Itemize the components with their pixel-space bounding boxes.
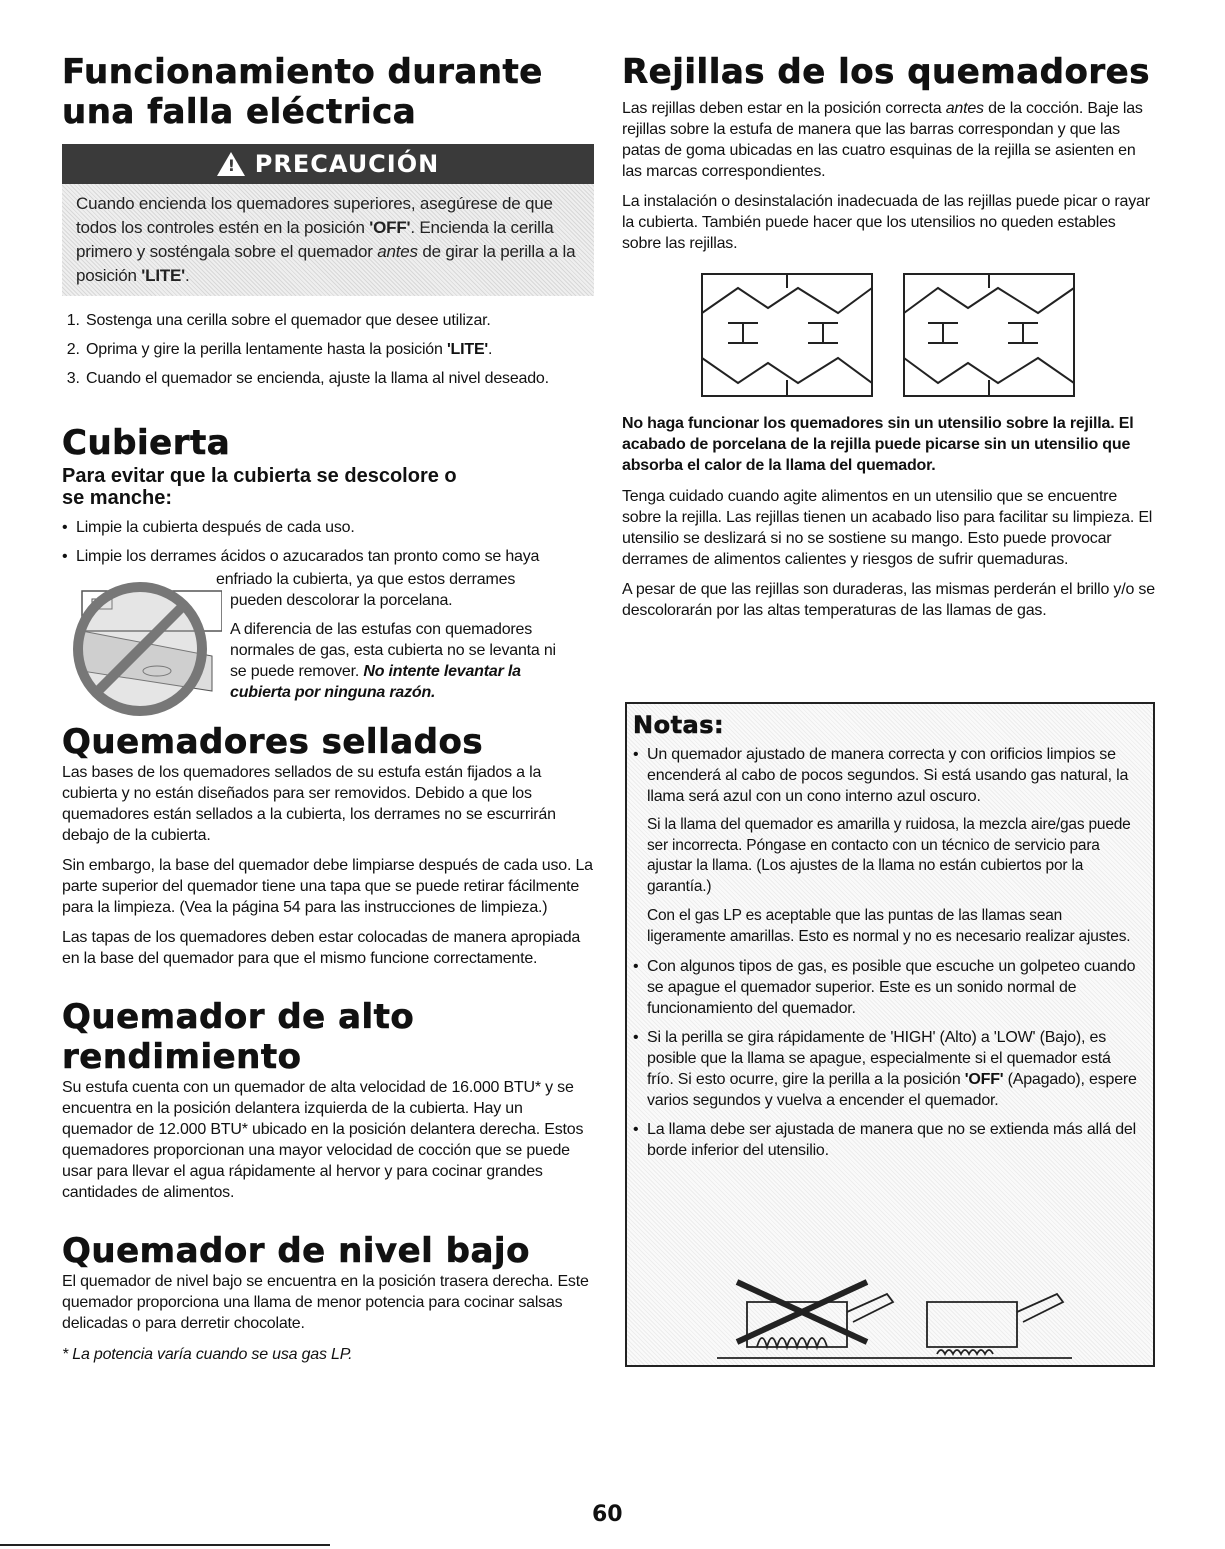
title-line-1: Funcionamiento durante	[62, 52, 543, 92]
grates-antes: antes	[945, 100, 984, 117]
section-title-sealed: Quemadores sellados	[62, 722, 484, 762]
wrap-line: enfriado la cubierta, ya que estos derrames	[216, 571, 516, 588]
warning-triangle-icon	[217, 152, 245, 176]
notes-list-2	[633, 956, 1139, 1161]
wrap-emphasis: cubierta por ninguna razón.	[230, 684, 436, 701]
no-lift-cooktop-icon	[62, 571, 222, 721]
notes-box	[625, 702, 1155, 1367]
low-level-paragraph: El quemador de nivel bajo se encuentra en la posición trasera derecha. Este quemador proporciona una llama de menor potencia para cocinar salsas delicadas o para derretir chocolate.	[62, 1273, 589, 1332]
page-number: 60	[592, 1502, 623, 1527]
wrap-line: pueden descolorar la porcelana.	[230, 592, 453, 609]
bottom-rule	[0, 1544, 330, 1546]
note-item	[633, 1027, 1139, 1111]
note-item	[633, 744, 1139, 807]
cubierta-bullets	[62, 517, 597, 567]
section-title-cubierta: Cubierta	[62, 423, 231, 463]
caution-lite: 'LITE'	[141, 266, 186, 285]
grates-illustration-icon	[698, 268, 1078, 403]
subtitle-line: Para evitar que la cubierta se descolore o	[62, 465, 457, 487]
bullet-item	[62, 517, 597, 538]
notes-title: Notas:	[633, 711, 725, 739]
step-text: .	[488, 341, 493, 358]
cubierta-illustration-block	[62, 569, 597, 714]
notes-list	[633, 744, 1139, 807]
wrap-line: A diferencia de las estufas con quemadores	[230, 621, 533, 638]
step-item	[84, 310, 597, 331]
caution-off: 'OFF'	[369, 218, 411, 237]
step-item	[84, 368, 597, 389]
caution-antes: antes	[377, 242, 418, 261]
step-text: Oprima y gire la perilla lentamente hasta la posición	[86, 341, 447, 358]
grates-paragraph-1	[622, 98, 1157, 182]
sealed-paragraph-3: Las tapas de los quemadores deben estar colocadas de manera apropiada en la base del quemador para que el mismo funcione correctamente.	[62, 929, 581, 967]
caution-text	[62, 184, 594, 296]
caution-text-part: .	[185, 266, 190, 285]
note-text: Si la perilla se gira rápidamente de 'HIGH' (Alto) a 'LOW' (Bajo), es posible que la llama se apague, especialmente si el quemador está frío. Si esto ocurre, gire la perilla a la posición	[647, 1029, 1111, 1088]
section-title-low-level: Quemador de nivel bajo	[62, 1231, 530, 1271]
wrap-line: se puede remover.	[230, 663, 364, 680]
note-off: 'OFF'	[964, 1071, 1004, 1088]
note-text: La llama debe ser ajustada de manera que no se extienda más allá del borde inferior del utensilio.	[647, 1121, 1136, 1159]
step-lite: 'LITE'	[446, 341, 489, 358]
flame-adjust-illustration-icon	[717, 1272, 1077, 1362]
title-line-2: una falla eléctrica	[62, 92, 417, 132]
caution-text-part: de girar la perilla a la posición	[76, 242, 576, 285]
step-item	[84, 339, 597, 360]
steps-list	[62, 310, 597, 389]
sealed-paragraph-1: Las bases de los quemadores sellados de su estufa están fijados a la cubierta y no están diseñados para ser removidos. Debido a que los quemadores están sellados a la cubierta, los derrames no se escurrirán debajo de la cubierta.	[62, 764, 556, 844]
high-perf-paragraph: Su estufa cuenta con un quemador de alta velocidad de 16.000 BTU* y se encuentra en la posición delantera izquierda de la cubierta. Hay un quemador de 12.000 BTU* ubicado en la posición delantera derecha. Estos quemadores proporcionan una mayor velocidad de cocción que se puede usar para llevar el agua rápidamente al hervor y para cocinar grandes cantidades de alimentos.	[62, 1079, 584, 1201]
right-column	[622, 52, 1157, 630]
note-item	[633, 956, 1139, 1019]
subtitle-line: se manche:	[62, 487, 173, 509]
note-item	[633, 1119, 1139, 1161]
section-title-grates: Rejillas de los quemadores	[622, 52, 1150, 92]
cubierta-wrap-text	[216, 569, 596, 703]
cubierta-subtitle	[62, 465, 597, 509]
section-title-high-perf: Quemador de alto rendimiento	[62, 997, 415, 1077]
bullet-item	[62, 546, 597, 567]
bullet-text: Limpie la cubierta después de cada uso.	[76, 519, 355, 536]
step-text: Sostenga una cerilla sobre el quemador que desee utilizar.	[86, 312, 491, 329]
step-text: Cuando el quemador se encienda, ajuste la llama al nivel deseado.	[86, 370, 549, 387]
caution-box	[62, 144, 594, 296]
left-column	[62, 52, 597, 1365]
sealed-paragraph-2: Sin embargo, la base del quemador debe limpiarse después de cada uso. La parte superior del quemador tiene una tapa que se puede retirar fácilmente para la limpieza. (Vea la página 54 para las instrucciones de limpieza.)	[62, 857, 593, 916]
note-subparagraph: Con el gas LP es aceptable que las puntas de las llamas sean ligeramente amarillas. Esto es normal y no es necesario realizar ajustes.	[647, 907, 1131, 945]
grates-paragraph-3: Tenga cuidado cuando agite alimentos en un utensilio que se encuentre sobre la rejilla. Las rejillas tienen un acabado liso para facilitar su limpieza. El utensilio se deslizará si no se sostiene su mango. Esto puede provocar derrames de alimentos calientes y riesgos de sufrir quemaduras.	[622, 488, 1153, 568]
caution-text-part: . Encienda la cerilla primero y sosténgala sobre el quemador	[76, 218, 554, 261]
note-text: Con algunos tipos de gas, es posible que escuche un golpeteo cuando se apague el quemador superior. Este es un sonido normal de funcionamiento del quemador.	[647, 958, 1136, 1017]
grates-warning: No haga funcionar los quemadores sin un utensilio sobre la rejilla. El acabado de porcelana de la rejilla puede picarse sin un utensilio que absorba el calor de la llama del quemador.	[622, 415, 1134, 474]
note-text: (Apagado), espere varios segundos y vuelva a encender el quemador.	[647, 1071, 1137, 1109]
caution-header	[62, 144, 594, 184]
grates-paragraph-2: La instalación o desinstalación inadecuada de las rejillas puede picar o rayar la cubierta. También puede hacer que los utensilios no queden estables sobre las rejillas.	[622, 193, 1150, 252]
grates-text: Las rejillas deben estar en la posición correcta	[622, 100, 946, 117]
note-text: Un quemador ajustado de manera correcta y con orificios limpios se encenderá al cabo de pocos segundos. Si está usando gas natural, la llama será azul con un cono interno azul oscuro.	[647, 746, 1129, 805]
footnote: * La potencia varía cuando se usa gas LP.	[62, 1346, 353, 1363]
bullet-text: Limpie los derrames ácidos o azucarados tan pronto como se haya	[76, 548, 540, 565]
note-subparagraph: Si la llama del quemador es amarilla y ruidosa, la mezcla aire/gas puede ser incorrecta. Póngase en contacto con un técnico de servicio para ajustar la llama. (Los ajustes de la llama no están cubiertos por la garantía.)	[647, 816, 1131, 895]
section-title-power-failure	[62, 52, 597, 132]
caution-label: PRECAUCIÓN	[254, 150, 440, 178]
wrap-emphasis: No intente levantar la	[363, 663, 521, 680]
grates-paragraph-4: A pesar de que las rejillas son duraderas, las mismas perderán el brillo y/o se descolorarán por las altas temperaturas de las llamas de gas.	[622, 581, 1155, 619]
caution-text-part: Cuando encienda los quemadores superiores, asegúrese de que todos los controles estén en la posición	[76, 194, 553, 237]
grates-text: de la cocción. Baje las rejillas sobre la estufa de manera que las barras correspondan y que las patas de goma ubicadas en las cuatro esquinas de la rejilla se asienten en las marcas correspondientes.	[622, 100, 1143, 180]
wrap-line: normales de gas, esta cubierta no se levanta ni	[230, 642, 556, 659]
